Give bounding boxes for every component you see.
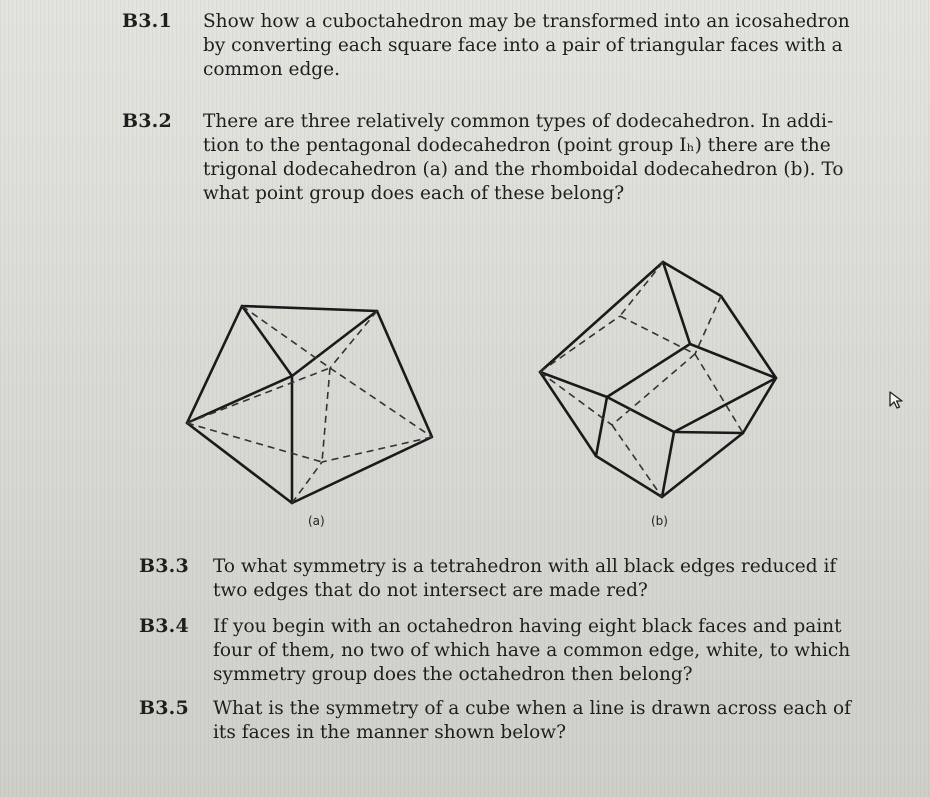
problem-number: B3.4 [139,615,189,637]
text-line: There are three relatively common types of dodecahedron. In addi- [203,111,834,132]
text-line: What is the symmetry of a cube when a line is drawn across each of [213,698,852,719]
figure-b-hidden-edges [540,262,743,497]
mouse-pointer-icon [888,390,906,410]
problem-number: B3.2 [122,110,172,132]
text-line: what point group does each of these belong? [203,183,625,204]
text-line: common edge. [203,59,340,80]
text-line: symmetry group does the octahedron then belong? [213,664,693,685]
figure-b-solid-edges [540,262,776,497]
problem-number: B3.5 [139,697,189,719]
problem-number: B3.3 [139,555,189,577]
figure-b-label: (b) [651,514,668,528]
figure-a-label: (a) [308,514,325,528]
text-line: To what symmetry is a tetrahedron with all black edges reduced if [213,556,837,577]
text-line: its faces in the manner shown below? [213,722,567,743]
text-line: tion to the pentagonal dodecahedron (point group Iₕ) there are the [203,135,831,156]
text-line: trigonal dodecahedron (a) and the rhomboidal dodecahedron (b). To [203,159,844,180]
text-line: by converting each square face into a pair of triangular faces with a [203,35,843,56]
text-line: four of them, no two of which have a common edge, white, to which [213,640,851,661]
problem-text [213,555,836,603]
problem-text [213,697,851,745]
problem-number: B3.1 [122,10,172,32]
text-line: If you begin with an octahedron having eight black faces and paint [213,616,842,637]
text-line: Show how a cuboctahedron may be transformed into an icosahedron [203,11,850,32]
problem-text [213,615,850,687]
text-line: two edges that do not intersect are made red? [213,580,648,601]
